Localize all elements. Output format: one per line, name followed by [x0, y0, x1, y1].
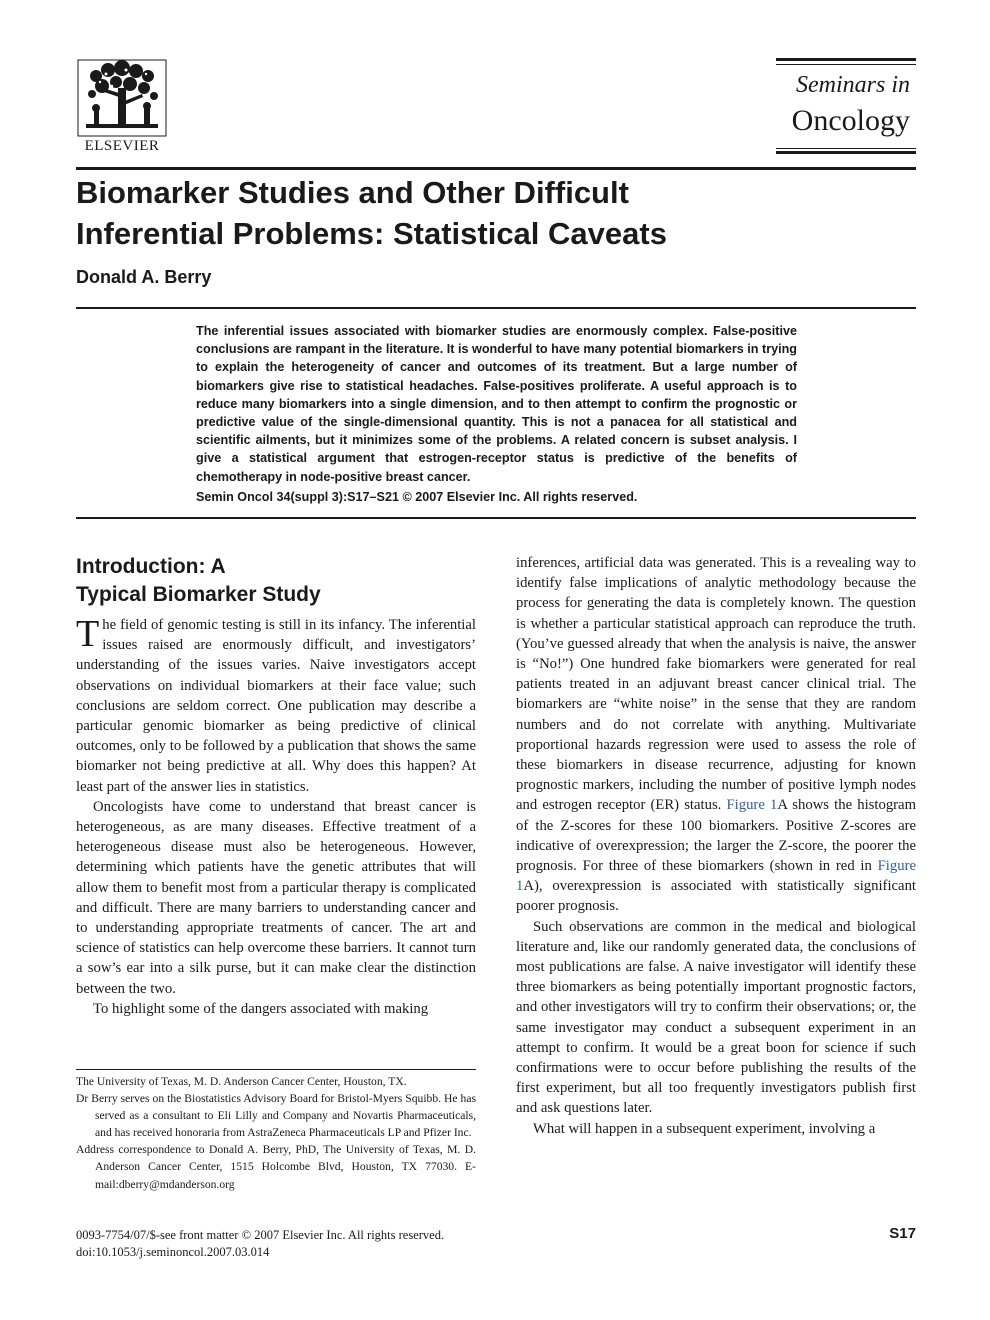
masthead-rule-bottom-thin: [776, 148, 916, 149]
footnote-rule: [76, 1069, 476, 1070]
footnote-affiliation: The University of Texas, M. D. Anderson Cancer Center, Houston, TX.: [76, 1075, 407, 1088]
figure-link[interactable]: Figure 1: [726, 797, 778, 814]
footnote-correspondence: Address correspondence to Donald A. Berry, PhD, The University of Texas, M. D. Anderson Cancer Center, 1515 Holcombe Blvd, Houston, TX 77030. E-mail:dberry@mdanderson.org: [76, 1143, 476, 1191]
masthead-rule-top-thin: [776, 64, 916, 65]
paragraph: What will happen in a subsequent experiment, involving a: [533, 1120, 876, 1137]
right-column: [516, 553, 916, 1139]
abstract-text: The inferential issues associated with biomarker studies are enormously complex. False-positive conclusions are rampant in the literature. It is wonderful to have many potential biomarkers in trying to explain the heterogeneity of cancer and outcomes of its treatment. But a large number of biomarkers give rise to statistical headaches. False-positives proliferate. A useful approach is to reduce many biomarkers into a single dimension, and to then attempt to confirm the prognostic or predictive value of the single-dimensional quantity. This is not a panacea for all statistical and scientific ailments, but it minimizes some of the problems. A related concern is subset analysis. I give a statistical argument that estrogen-receptor status is predictive of the benefits of chemotherapy in node-positive breast cancer.: [196, 324, 797, 484]
footer-copyright: 0093-7754/07/$-see front matter © 2007 Elsevier Inc. All rights reserved.: [76, 1228, 445, 1242]
masthead-rule-top: [776, 58, 916, 61]
paragraph-text: inferences, artificial data was generated. This is a revealing way to identify false implications of analytic methodology because the process for generating the data is completely known. The question is whether a particular statistical approach can reproduce the truth. (You’ve guessed already that when the analysis is naive, the answer is “No!”) One hundred fake biomarkers were generated for real patients treated in an adjuvant breast cancer clinical trial. The biomarkers are “white noise” in the sense that they are random numbers and do not correlate with anything. Multivariate proportional hazards regression were used to assess the role of these biomarkers in disease recurrence, adjusting for known prognostic markers, including the number of positive lymph nodes and estrogen receptor (ER) status.: [516, 555, 916, 814]
footnote-disclosure: Dr Berry serves on the Biostatistics Advisory Board for Bristol-Myers Squibb. He has served as a consultant to Eli Lilly and Company and Novartis Pharmaceuticals, and has received honoraria from AstraZeneca Pharmaceuticals LP and Pfizer Inc.: [76, 1092, 476, 1140]
author-rule: [76, 307, 916, 309]
footer-info: [76, 1227, 444, 1261]
paragraph: [516, 553, 916, 917]
publisher-name: ELSEVIER: [84, 138, 160, 154]
article-title-line1: Biomarker Studies and Other Difficult: [76, 175, 629, 210]
citation-line: Semin Oncol 34(suppl 3):S17–S21 © 2007 Elsevier Inc. All rights reserved.: [196, 490, 638, 504]
paragraph: Oncologists have come to understand that breast cancer is heterogeneous, as are many diseases. Effective treatment of a heterogeneous disease must also be heterogeneous. However, determining which patients have the genetic attributes that will allow them to benefit most from a particular therapy is complicated and difficult. There are many barriers to understanding cancer and to understanding appropriate treatments of cancer. The art and science of statistics can help overcome these barriers. It cannot turn a sow’s ear into a silk purse, but it can make clear the distinction between the two.: [76, 798, 476, 997]
section-heading-line1: Introduction: A: [76, 555, 226, 578]
header-rule: [76, 167, 916, 170]
drop-cap: T: [76, 613, 100, 655]
section-heading-line2: Typical Biomarker Study: [76, 583, 321, 606]
paragraph: Such observations are common in the medical and biological literature and, like our randomly generated data, the conclusions of most publications are false. A naive investigator will identify these three biomarkers as being potentially important prognostic factors, and other investigators will try to confirm their observations; or, the same investigator may conduct a subsequent experiment in an attempt to confirm. It would be a great boon for science if such confirmations were to occur before publishing the results of the first experiment, but all too frequently investigators publish first and ask questions later.: [516, 918, 916, 1117]
abstract-rule: [76, 517, 916, 519]
paragraph: [76, 615, 476, 797]
figure-link[interactable]: Figure 1: [516, 858, 916, 895]
paragraph-text: A), overexpression is associated with statistically significant poorer prognosis.: [516, 878, 916, 915]
footnotes: [76, 1073, 476, 1193]
paragraph-text: A shows the histogram of the Z-scores for these 100 biomarkers. Positive Z-scores are indicative of overexpression; the larger the Z-score, the poorer the prognosis. For three of these biomarkers (shown in red in: [516, 797, 916, 875]
section-heading: [76, 553, 476, 609]
journal-name-line2: Oncology: [791, 104, 910, 137]
footer-doi: doi:10.1053/j.seminoncol.2007.03.014: [76, 1245, 270, 1259]
article-title: [76, 172, 876, 254]
journal-name-line1: Seminars in: [796, 72, 910, 98]
article-title-line2: Inferential Problems: Statistical Caveats: [76, 216, 667, 251]
elsevier-tree-icon: [76, 58, 168, 138]
paragraph: To highlight some of the dangers associated with making: [93, 1000, 429, 1017]
author-name: Donald A. Berry: [76, 267, 212, 287]
paragraph-text: he field of genomic testing is still in its infancy. The inferential issues raised are enormously difficult, and investigators’ understanding of the issues varies. Naive investigators accept observations on individual biomarkers at their face value; such conclusions are seldom correct. One publication may describe a particular genomic biomarker as being predictive of clinical outcomes, only to be followed by a publication that shows the same biomarker not being predictive at all. Why does this happen? At least part of the answer lies in statistics.: [76, 617, 476, 795]
page-number: S17: [889, 1225, 916, 1242]
journal-masthead: [776, 58, 916, 154]
left-column: [76, 615, 476, 1019]
masthead-rule-bottom: [776, 151, 916, 154]
